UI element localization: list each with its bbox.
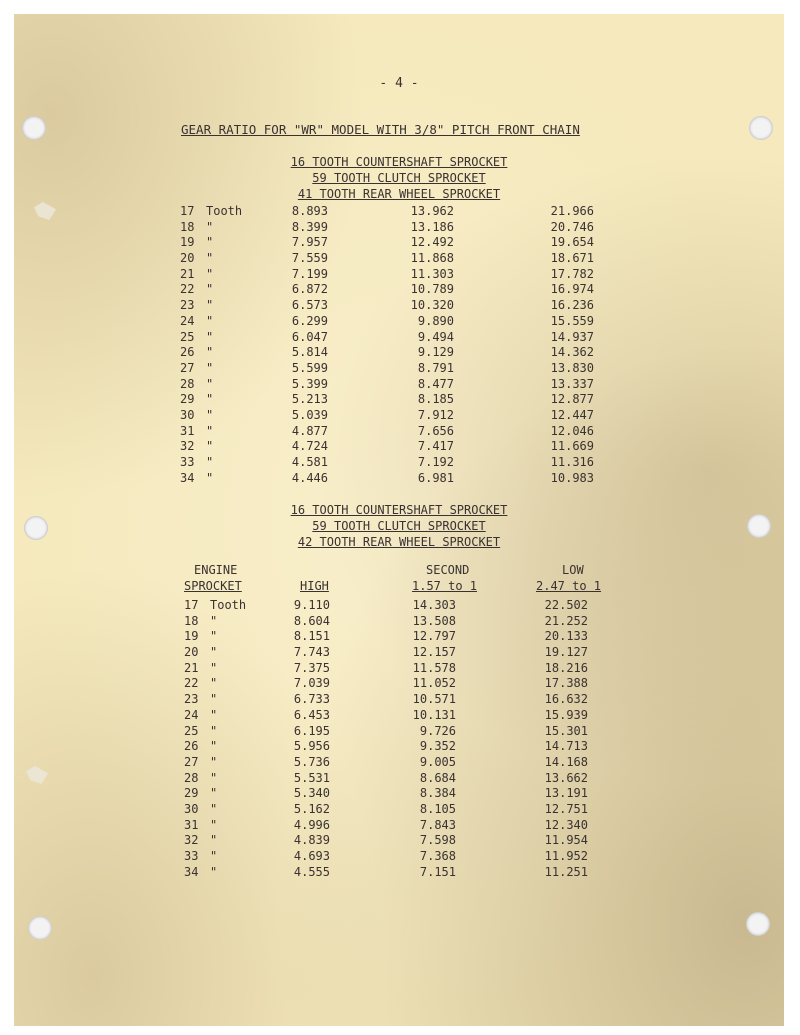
low-ratio: 11.669: [550, 439, 594, 454]
high-ratio: 6.299: [291, 313, 328, 328]
sprocket-size: 34: [184, 864, 199, 879]
second-ratio: 7.843: [419, 817, 456, 832]
second-ratio: 10.131: [412, 707, 456, 722]
table1-heading-line: 16 TOOTH COUNTERSHAFT SPROCKET: [290, 155, 508, 169]
sprocket-unit: ": [206, 282, 214, 297]
second-ratio: 13.962: [410, 204, 454, 218]
table2-heading-line: 42 TOOTH REAR WHEEL SPROCKET: [297, 535, 501, 549]
low-ratio: 11.954: [544, 833, 588, 848]
col-engine-top: ENGINE: [194, 563, 238, 577]
sprocket-unit: ": [210, 754, 218, 769]
sprocket-size: 24: [184, 707, 199, 722]
sprocket-unit: ": [206, 298, 214, 313]
low-ratio: 16.632: [544, 692, 588, 707]
low-ratio: 13.337: [550, 376, 594, 391]
sprocket-unit: ": [206, 439, 214, 454]
sprocket-size: 33: [184, 849, 199, 863]
high-ratio: 9.110: [293, 598, 330, 612]
second-ratio: 7.151: [419, 864, 456, 879]
table-row: [14, 204, 784, 220]
high-ratio: 4.693: [293, 849, 330, 863]
second-ratio: 7.417: [417, 439, 454, 454]
table-row: [14, 235, 784, 251]
col-engine-bottom: SPROCKET: [184, 579, 242, 593]
sprocket-unit: ": [210, 613, 218, 628]
sprocket-unit: ": [206, 470, 214, 485]
low-ratio: 11.316: [550, 455, 594, 469]
high-ratio: 5.213: [291, 392, 328, 407]
sprocket-size: 26: [184, 739, 199, 754]
sprocket-size: 19: [184, 629, 199, 644]
sprocket-size: 19: [180, 235, 195, 250]
table-row: [14, 598, 784, 614]
high-ratio: 5.814: [291, 345, 328, 360]
sprocket-size: 28: [180, 376, 195, 391]
second-ratio: 9.494: [417, 329, 454, 344]
table-row: [14, 330, 784, 346]
high-ratio: 7.199: [291, 266, 328, 281]
table-row: [14, 802, 784, 818]
low-ratio: 19.654: [550, 235, 594, 250]
sprocket-size: 32: [184, 833, 199, 848]
sprocket-unit: ": [210, 723, 218, 738]
sprocket-unit: ": [210, 660, 218, 675]
second-ratio: 8.105: [419, 801, 456, 816]
sprocket-size: 31: [180, 423, 195, 438]
low-ratio: 12.340: [544, 817, 588, 832]
low-ratio: 18.671: [550, 251, 594, 266]
second-ratio: 11.868: [410, 251, 454, 266]
sprocket-size: 23: [180, 298, 195, 313]
table-row: [14, 314, 784, 330]
high-ratio: 7.743: [293, 645, 330, 660]
second-ratio: 8.684: [419, 770, 456, 785]
table2-heading-line: 16 TOOTH COUNTERSHAFT SPROCKET: [290, 503, 508, 517]
sprocket-size: 32: [180, 439, 195, 454]
high-ratio: 6.453: [293, 707, 330, 722]
sprocket-unit: Tooth: [210, 598, 247, 612]
sprocket-size: 31: [184, 817, 199, 832]
second-ratio: 10.789: [410, 282, 454, 297]
high-ratio: 5.736: [293, 754, 330, 769]
sprocket-size: 17: [184, 598, 199, 612]
table-row: [14, 392, 784, 408]
high-ratio: 5.162: [293, 801, 330, 816]
sprocket-unit: ": [206, 219, 214, 234]
table-row: [14, 724, 784, 740]
low-ratio: 19.127: [544, 645, 588, 660]
sprocket-size: 17: [180, 204, 195, 218]
table-row: [14, 377, 784, 393]
sprocket-size: 26: [180, 345, 195, 360]
sprocket-unit: ": [206, 329, 214, 344]
sprocket-unit: ": [210, 849, 218, 863]
high-ratio: 5.340: [293, 786, 330, 801]
table-row: [14, 755, 784, 771]
low-ratio: 18.216: [544, 660, 588, 675]
table-row: [14, 676, 784, 692]
low-ratio: 16.974: [550, 282, 594, 297]
sprocket-size: 20: [180, 251, 195, 266]
second-ratio: 11.578: [412, 660, 456, 675]
high-ratio: 6.872: [291, 282, 328, 297]
low-ratio: 21.966: [550, 204, 594, 218]
punch-hole: [22, 116, 46, 140]
low-ratio: 21.252: [544, 613, 588, 628]
sprocket-unit: ": [210, 801, 218, 816]
high-ratio: 4.996: [293, 817, 330, 832]
sprocket-unit: ": [210, 707, 218, 722]
high-ratio: 6.573: [291, 298, 328, 313]
table-row: [14, 267, 784, 283]
sprocket-size: 25: [184, 723, 199, 738]
low-ratio: 12.877: [550, 392, 594, 407]
sprocket-unit: ": [206, 407, 214, 422]
high-ratio: 6.047: [291, 329, 328, 344]
table1-heading-line: 41 TOOTH REAR WHEEL SPROCKET: [297, 187, 501, 201]
page-number: - 4 -: [379, 76, 419, 91]
sprocket-unit: ": [210, 676, 218, 691]
second-ratio: 12.157: [412, 645, 456, 660]
sprocket-size: 33: [180, 455, 195, 469]
low-ratio: 13.662: [544, 770, 588, 785]
table-row: [14, 424, 784, 440]
second-ratio: 9.129: [417, 345, 454, 360]
low-ratio: 17.782: [550, 266, 594, 281]
col-high: HIGH: [300, 579, 329, 593]
high-ratio: 4.724: [291, 439, 328, 454]
table2-heading: [14, 502, 784, 550]
table-row: [14, 661, 784, 677]
sprocket-size: 24: [180, 313, 195, 328]
low-ratio: 14.362: [550, 345, 594, 360]
high-ratio: 6.195: [293, 723, 330, 738]
table-row: [14, 251, 784, 267]
low-ratio: 11.251: [544, 864, 588, 879]
sprocket-size: 27: [180, 360, 195, 375]
table-row: [14, 692, 784, 708]
second-ratio: 8.791: [417, 360, 454, 375]
table-row: [14, 614, 784, 630]
punch-hole: [28, 916, 52, 940]
table-row: [14, 298, 784, 314]
second-ratio: 10.571: [412, 692, 456, 707]
high-ratio: 5.399: [291, 376, 328, 391]
second-ratio: 6.981: [417, 470, 454, 485]
second-ratio: 13.508: [412, 613, 456, 628]
sprocket-size: 21: [184, 660, 199, 675]
table-row: [14, 361, 784, 377]
table-row: [14, 818, 784, 834]
sprocket-unit: ": [210, 645, 218, 660]
sprocket-unit: ": [206, 360, 214, 375]
high-ratio: 5.956: [293, 739, 330, 754]
low-ratio: 13.830: [550, 360, 594, 375]
high-ratio: 7.039: [293, 676, 330, 691]
sprocket-size: 20: [184, 645, 199, 660]
sprocket-unit: ": [210, 692, 218, 707]
sprocket-size: 29: [180, 392, 195, 407]
low-ratio: 14.168: [544, 754, 588, 769]
second-ratio: 12.492: [410, 235, 454, 250]
second-ratio: 11.303: [410, 266, 454, 281]
sprocket-unit: ": [206, 392, 214, 407]
high-ratio: 4.555: [293, 864, 330, 879]
sprocket-size: 22: [180, 282, 195, 297]
low-ratio: 12.046: [550, 423, 594, 438]
low-ratio: 16.236: [550, 298, 594, 313]
second-ratio: 9.352: [419, 739, 456, 754]
table1-heading-line: 59 TOOTH CLUTCH SPROCKET: [312, 171, 486, 185]
sprocket-unit: Tooth: [206, 204, 243, 218]
sprocket-unit: ": [210, 786, 218, 801]
table-row: [14, 865, 784, 881]
table-row: [14, 645, 784, 661]
sprocket-unit: ": [206, 266, 214, 281]
second-ratio: 7.368: [419, 849, 456, 863]
sprocket-unit: ": [210, 770, 218, 785]
high-ratio: 7.375: [293, 660, 330, 675]
second-ratio: 7.192: [417, 455, 454, 469]
second-ratio: 11.052: [412, 676, 456, 691]
table-row: [14, 771, 784, 787]
high-ratio: 5.599: [291, 360, 328, 375]
high-ratio: 4.839: [293, 833, 330, 848]
table1: [14, 204, 784, 486]
table-row: [14, 786, 784, 802]
col-low-bottom: 2.47 to 1: [536, 579, 602, 593]
second-ratio: 7.656: [417, 423, 454, 438]
table-row: [14, 833, 784, 849]
low-ratio: 20.133: [544, 629, 588, 644]
low-ratio: 12.447: [550, 407, 594, 422]
high-ratio: 4.581: [291, 455, 328, 469]
table-row: [14, 220, 784, 236]
low-ratio: 14.937: [550, 329, 594, 344]
page-title: GEAR RATIO FOR "WR" MODEL WITH 3/8" PITCH FRONT CHAIN: [181, 122, 580, 137]
table-row: [14, 439, 784, 455]
low-ratio: 12.751: [544, 801, 588, 816]
table-row: [14, 408, 784, 424]
high-ratio: 8.399: [291, 219, 328, 234]
second-ratio: 9.005: [419, 754, 456, 769]
sprocket-size: 28: [184, 770, 199, 785]
second-ratio: 12.797: [412, 629, 456, 644]
col-second-top: SECOND: [426, 563, 470, 577]
second-ratio: 7.912: [417, 407, 454, 422]
high-ratio: 4.877: [291, 423, 328, 438]
punch-hole: [746, 912, 770, 936]
sprocket-size: 30: [180, 407, 195, 422]
second-ratio: 9.726: [419, 723, 456, 738]
sprocket-size: 21: [180, 266, 195, 281]
sprocket-size: 18: [184, 613, 199, 628]
second-ratio: 8.477: [417, 376, 454, 391]
low-ratio: 15.559: [550, 313, 594, 328]
second-ratio: 9.890: [417, 313, 454, 328]
sprocket-unit: ": [206, 376, 214, 391]
sprocket-unit: ": [206, 251, 214, 266]
sprocket-unit: ": [210, 817, 218, 832]
low-ratio: 10.983: [550, 470, 594, 485]
second-ratio: 8.384: [419, 786, 456, 801]
sprocket-unit: ": [206, 345, 214, 360]
sprocket-unit: ": [210, 629, 218, 644]
high-ratio: 5.039: [291, 407, 328, 422]
high-ratio: 8.893: [291, 204, 328, 218]
low-ratio: 14.713: [544, 739, 588, 754]
table2: [14, 598, 784, 880]
sprocket-size: 30: [184, 801, 199, 816]
sprocket-unit: ": [210, 739, 218, 754]
table-row: [14, 708, 784, 724]
sprocket-size: 23: [184, 692, 199, 707]
document-page: [14, 14, 784, 1026]
col-low-top: LOW: [562, 563, 584, 577]
sprocket-unit: ": [206, 423, 214, 438]
low-ratio: 17.388: [544, 676, 588, 691]
high-ratio: 4.446: [291, 470, 328, 485]
second-ratio: 8.185: [417, 392, 454, 407]
sprocket-unit: ": [210, 833, 218, 848]
high-ratio: 7.559: [291, 251, 328, 266]
high-ratio: 8.151: [293, 629, 330, 644]
sprocket-unit: ": [210, 864, 218, 879]
punch-hole: [749, 116, 773, 140]
second-ratio: 7.598: [419, 833, 456, 848]
high-ratio: 5.531: [293, 770, 330, 785]
sprocket-unit: ": [206, 235, 214, 250]
second-ratio: 10.320: [410, 298, 454, 313]
low-ratio: 13.191: [544, 786, 588, 801]
col-second-bottom: 1.57 to 1: [412, 579, 478, 593]
table2-heading-line: 59 TOOTH CLUTCH SPROCKET: [312, 519, 486, 533]
sprocket-size: 27: [184, 754, 199, 769]
table-row: [14, 282, 784, 298]
low-ratio: 15.301: [544, 723, 588, 738]
table-row: [14, 345, 784, 361]
second-ratio: 14.303: [412, 598, 456, 612]
high-ratio: 6.733: [293, 692, 330, 707]
table-row: [14, 849, 784, 865]
sprocket-size: 18: [180, 219, 195, 234]
high-ratio: 7.957: [291, 235, 328, 250]
table-row: [14, 629, 784, 645]
low-ratio: 15.939: [544, 707, 588, 722]
sprocket-unit: ": [206, 455, 214, 469]
sprocket-unit: ": [206, 313, 214, 328]
sprocket-size: 25: [180, 329, 195, 344]
table1-heading: [14, 154, 784, 202]
sprocket-size: 22: [184, 676, 199, 691]
table-row: [14, 471, 784, 487]
table-row: [14, 739, 784, 755]
second-ratio: 13.186: [410, 219, 454, 234]
high-ratio: 8.604: [293, 613, 330, 628]
low-ratio: 11.952: [544, 849, 588, 863]
sprocket-size: 29: [184, 786, 199, 801]
low-ratio: 22.502: [544, 598, 588, 612]
table-row: [14, 455, 784, 471]
sprocket-size: 34: [180, 470, 195, 485]
low-ratio: 20.746: [550, 219, 594, 234]
